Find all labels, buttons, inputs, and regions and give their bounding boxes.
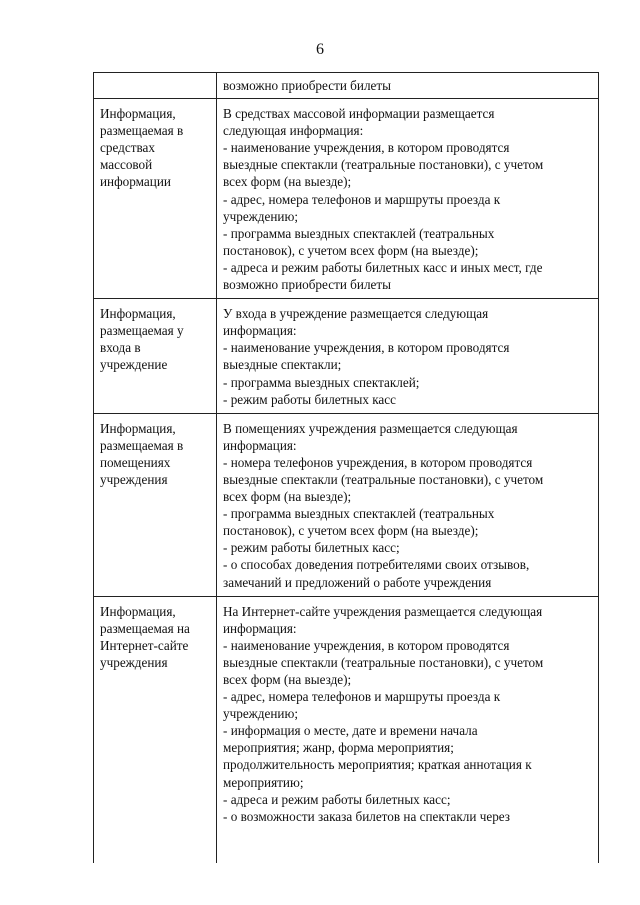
content-line: - адрес, номера телефонов и маршруты проезда к — [223, 689, 501, 705]
content-line: постановок), с учетом всех форм (на выезде); — [223, 242, 479, 258]
content-line: мероприятия; жанр, форма мероприятия; — [223, 740, 454, 756]
content-line: выездные спектакли (театральные постановки), с учетом — [223, 471, 544, 487]
content-line: У входа в учреждение размещается следующая — [223, 306, 489, 322]
label-line: размещаемая в — [100, 123, 184, 139]
content-line: - номера телефонов учреждения, в котором проводятся — [223, 454, 533, 470]
label-line: учреждения — [100, 654, 168, 670]
label-line: помещениях — [100, 454, 171, 470]
table-row — [94, 596, 599, 863]
row-content-cell — [217, 413, 599, 596]
content-line: выездные спектакли; — [223, 357, 342, 373]
row-content-cell — [217, 299, 599, 414]
row-label-cell — [94, 99, 217, 299]
row-label-cell — [94, 596, 217, 863]
content-line: всех форм (на выезде); — [223, 489, 352, 505]
table-row — [94, 413, 599, 596]
content-line: - программа выездных спектаклей (театральных — [223, 225, 495, 241]
content-line: информация: — [223, 323, 297, 339]
content-line: - о способах доведения потребителями своих отзывов, — [223, 557, 530, 573]
content-line: выездные спектакли (театральные постановки), с учетом — [223, 157, 544, 173]
content-line: всех форм (на выезде); — [223, 174, 352, 190]
content-line: - программа выездных спектаклей (театральных — [223, 506, 495, 522]
table-row — [94, 299, 599, 414]
row-content-cell — [217, 73, 599, 99]
row-label-cell — [94, 413, 217, 596]
row-content-cell — [217, 99, 599, 299]
label-line: размещаемая в — [100, 437, 184, 453]
label-line: учреждения — [100, 471, 168, 487]
content-line: замечаний и предложений о работе учреждения — [223, 574, 492, 590]
row-label-cell — [94, 73, 217, 99]
label-line: Информация, — [100, 420, 176, 436]
content-line: - адреса и режим работы билетных касс; — [223, 791, 451, 807]
content-line: - режим работы билетных касс; — [223, 540, 400, 556]
label-line: массовой — [100, 157, 153, 173]
content-line: - адрес, номера телефонов и маршруты проезда к — [223, 191, 501, 207]
content-line: - наименование учреждения, в котором проводятся — [223, 637, 510, 653]
label-line: входа в — [100, 340, 141, 356]
label-line: Информация, — [100, 106, 176, 122]
content-line: учреждению; — [223, 208, 298, 224]
label-line: Интернет-сайте — [100, 637, 189, 653]
content-line: - наименование учреждения, в котором проводятся — [223, 340, 510, 356]
content-line: продолжительность мероприятия; краткая аннотация к — [223, 757, 532, 773]
content-line: - информация о месте, дате и времени начала — [223, 723, 478, 739]
table-row — [94, 73, 599, 99]
row-label-cell — [94, 299, 217, 414]
information-table — [93, 72, 599, 863]
label-line: средствах — [100, 140, 155, 156]
content-line: - режим работы билетных касс — [223, 391, 396, 407]
content-line: возможно приобрести билеты — [223, 277, 392, 293]
label-line: учреждение — [100, 357, 168, 373]
page-number: 6 — [316, 41, 324, 58]
label-line: размещаемая у — [100, 323, 184, 339]
label-line: размещаемая на — [100, 620, 190, 636]
row-content-cell — [217, 596, 599, 863]
content-line: мероприятию; — [223, 774, 304, 790]
content-line: информация: — [223, 620, 297, 636]
content-line: постановок), с учетом всех форм (на выезде); — [223, 523, 479, 539]
content-line: На Интернет-сайте учреждения размещается следующая — [223, 603, 543, 619]
content-line: - адреса и режим работы билетных касс и иных мест, где — [223, 259, 543, 275]
table-row — [94, 99, 599, 299]
content-line: всех форм (на выезде); — [223, 672, 352, 687]
content-line: учреждению; — [223, 706, 298, 722]
label-line: информации — [100, 174, 171, 190]
content-line: выездные спектакли (театральные постановки), с учетом — [223, 654, 544, 670]
content-line: В средствах массовой информации размещается — [223, 106, 495, 122]
content-line: информация: — [223, 437, 297, 453]
table-body — [94, 73, 599, 863]
label-line: Информация, — [100, 603, 176, 619]
content-line: возможно приобрести билеты — [223, 78, 392, 93]
content-line: - о возможности заказа билетов на спектакли через — [223, 808, 511, 824]
content-line: - наименование учреждения, в котором проводятся — [223, 140, 510, 156]
content-line: - программа выездных спектаклей; — [223, 374, 420, 390]
label-line: Информация, — [100, 306, 176, 322]
content-line: В помещениях учреждения размещается следующая — [223, 420, 518, 436]
content-line: следующая информация: — [223, 123, 364, 139]
